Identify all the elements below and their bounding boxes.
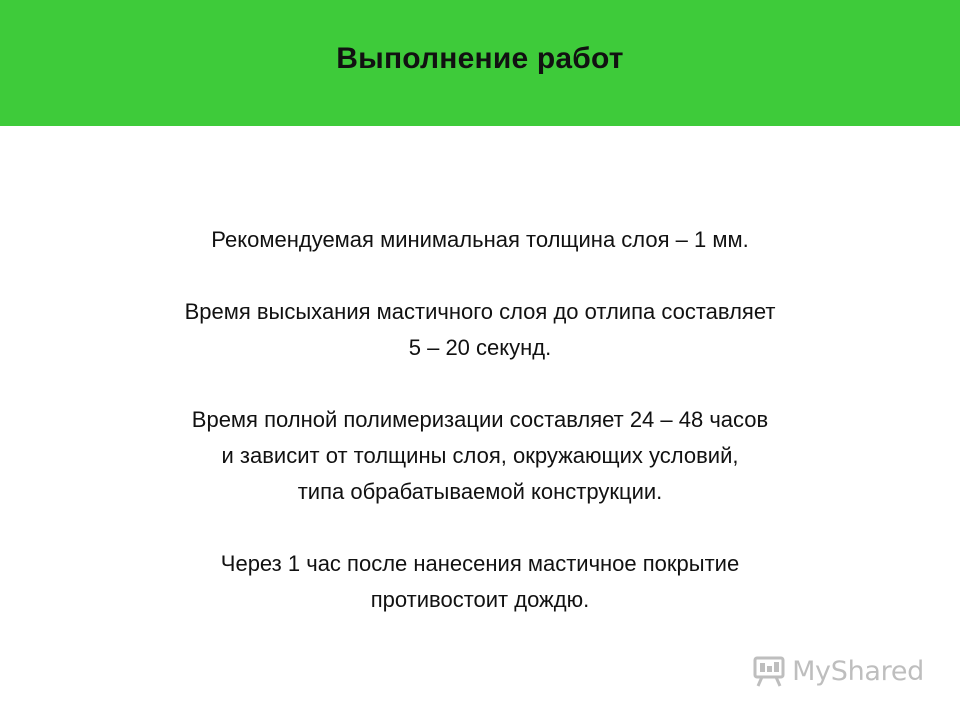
text-line: типа обрабатываемой конструкции. <box>297 479 663 504</box>
text-line: и зависит от толщины слоя, окружающих условий, <box>221 443 739 468</box>
paragraph-polymerization <box>40 402 920 510</box>
text-line: противостоит дождю. <box>370 587 590 612</box>
text-line: Рекомендуемая минимальная толщина слоя – 1 мм. <box>211 227 749 252</box>
paragraph-drying-time <box>40 294 920 366</box>
watermark-text: MyShared <box>792 655 924 687</box>
slide-title: Выполнение работ <box>336 42 624 75</box>
text-line: Через 1 час после нанесения мастичное покрытие <box>220 551 740 576</box>
presentation-board-icon <box>752 654 786 688</box>
paragraph-min-thickness <box>40 222 920 258</box>
myshared-watermark[interactable] <box>752 654 924 688</box>
body-text <box>40 222 920 618</box>
header-band <box>0 0 960 126</box>
text-line: Время полной полимеризации составляет 24 – 48 часов <box>191 407 769 432</box>
text-line: Время высыхания мастичного слоя до отлипа составляет <box>184 299 776 324</box>
text-line: 5 – 20 секунд. <box>408 335 552 360</box>
paragraph-rain-resistance <box>40 546 920 618</box>
